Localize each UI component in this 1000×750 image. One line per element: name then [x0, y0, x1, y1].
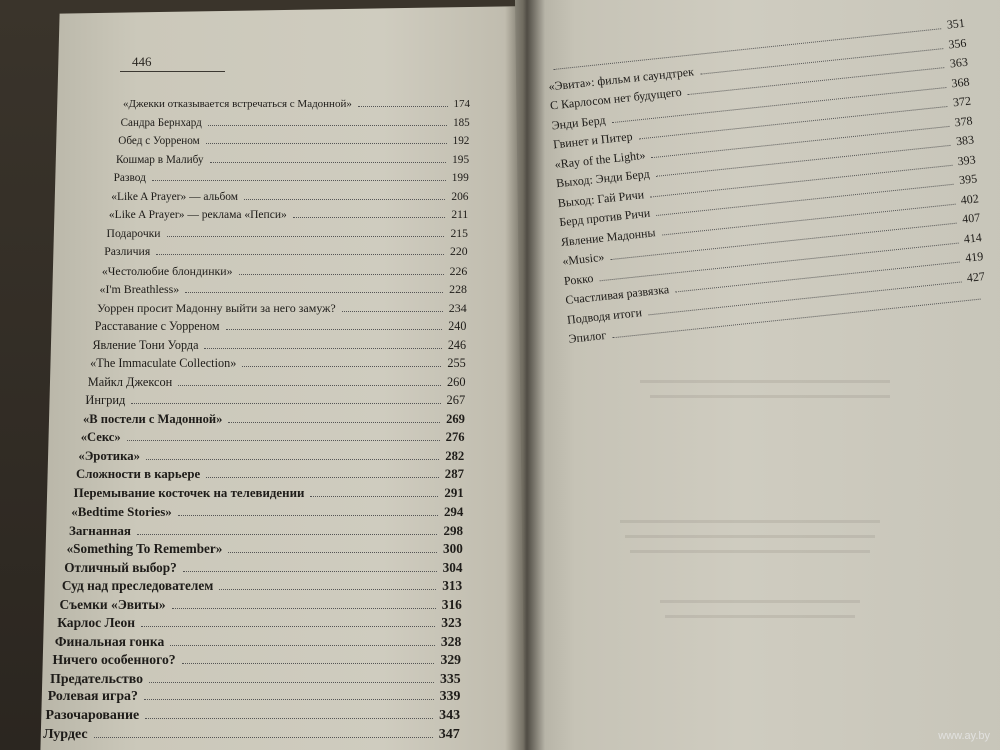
toc-leader-dots — [242, 357, 441, 367]
toc-leader-dots — [210, 153, 447, 163]
toc-leader-dots — [206, 134, 447, 144]
toc-entry-title: Разочарование — [45, 707, 140, 723]
toc-entry-title: Подводя итоги — [566, 304, 643, 327]
toc-entry — [43, 726, 460, 746]
toc-entry — [62, 578, 462, 598]
toc-entry-page: 174 — [453, 98, 470, 110]
toc-entry — [118, 134, 469, 154]
toc-entry-page: 300 — [443, 541, 463, 556]
toc-entry-page: 339 — [439, 689, 461, 704]
toc-entry-page: 368 — [950, 74, 971, 90]
toc-entry — [74, 486, 464, 506]
toc-leader-dots — [182, 654, 435, 664]
toc-leader-dots — [152, 171, 446, 181]
toc-entry-page: 335 — [440, 670, 461, 686]
toc-entry-title: «I'm Breathless» — [99, 282, 180, 296]
toc-leader-dots — [239, 265, 444, 275]
toc-entry — [102, 264, 467, 284]
toc-entry-page: 323 — [441, 615, 462, 630]
toc-leader-dots — [149, 673, 434, 683]
toc-entry-page: 185 — [453, 116, 470, 129]
toc-entry-page: 329 — [440, 652, 461, 667]
header-rule — [120, 71, 225, 72]
toc-entry-title: Выход: Энди Берд — [555, 166, 651, 191]
toc-entry-title: «Music» — [561, 249, 605, 269]
toc-entry-title: Обед с Уорреном — [118, 135, 200, 147]
toc-leader-dots — [167, 227, 445, 237]
toc-entry-page: 407 — [961, 210, 981, 227]
toc-entry — [78, 449, 464, 469]
book-gutter — [505, 0, 545, 750]
toc-entry — [57, 615, 461, 635]
toc-entry — [95, 319, 467, 339]
toc-leader-dots — [342, 302, 443, 312]
toc-entry-page: 287 — [444, 467, 464, 481]
toc-entry — [50, 671, 461, 691]
toc-leader-dots — [228, 413, 440, 423]
toc-entry-title: Сандра Бернхард — [120, 116, 202, 129]
toc-entry-page: 328 — [440, 633, 462, 649]
toc-entry-page: 276 — [445, 430, 465, 444]
toc-entry — [109, 208, 468, 228]
toc-entry — [76, 467, 464, 487]
toc-entry-title: Развод — [113, 172, 146, 184]
show-through-line — [620, 520, 880, 523]
toc-entry — [88, 375, 466, 395]
toc-entry — [64, 560, 462, 580]
toc-entry-page: 240 — [448, 319, 467, 333]
toc-entry — [48, 689, 461, 709]
toc-leader-dots — [185, 283, 443, 293]
toc-entry-page: 356 — [947, 35, 967, 52]
toc-entry-page: 269 — [446, 411, 465, 426]
toc-entry — [81, 430, 465, 450]
toc-entry-title: «Эротика» — [78, 448, 140, 463]
toc-entry — [100, 282, 468, 302]
toc-leader-dots — [94, 728, 433, 738]
toc-entry — [114, 171, 469, 191]
toc-entry-page: 395 — [958, 171, 978, 188]
toc-entry-title: Эпилог — [567, 327, 607, 346]
toc-entry — [107, 227, 468, 247]
toc-entry-title: Перемывание косточек на телевидении — [73, 485, 305, 500]
toc-entry-page: 419 — [964, 249, 984, 265]
toc-leader-dots — [293, 208, 446, 218]
toc-entry-page: 291 — [444, 485, 464, 500]
toc-leader-dots — [156, 245, 444, 255]
toc-leader-dots — [178, 506, 438, 516]
toc-entry — [69, 523, 463, 543]
toc-entry-title: Явление Тони Уорда — [92, 337, 199, 352]
toc-entry-title: С Карлосом нет будущего — [549, 84, 683, 113]
toc-entry-title: Счастливая развязка — [564, 282, 670, 307]
toc-entry-page: 267 — [446, 393, 466, 407]
toc-entry-page: 402 — [959, 190, 980, 207]
toc-entry-title: Ролевая игра? — [47, 689, 138, 704]
toc-entry-page: 393 — [956, 151, 977, 168]
right-toc — [540, 0, 1000, 346]
toc-entry-page: 343 — [439, 707, 461, 723]
toc-leader-dots — [141, 617, 435, 627]
toc-leader-dots — [228, 543, 437, 553]
toc-leader-dots — [172, 599, 436, 609]
toc-entry-page: 304 — [442, 559, 463, 575]
toc-entry-title: «Джекки отказывается встречаться с Мадонной» — [123, 98, 352, 110]
show-through-line — [640, 380, 890, 383]
toc-entry-page: 294 — [443, 504, 464, 519]
toc-entry-page: 215 — [450, 226, 468, 240]
toc-entry-title: Финальная гонка — [54, 633, 165, 649]
toc-entry-page: 228 — [449, 282, 467, 296]
toc-leader-dots — [226, 320, 443, 330]
toc-entry-title: «Like A Prayer» — реклама «Пепси» — [108, 209, 287, 221]
toc-entry-title: Предательство — [50, 670, 143, 686]
toc-leader-dots — [183, 562, 437, 572]
toc-entry — [111, 190, 468, 210]
toc-entry-title: Различия — [104, 245, 151, 258]
toc-entry-page: 414 — [963, 229, 983, 246]
toc-entry-title: Явление Мадонны — [560, 224, 657, 249]
toc-leader-dots — [131, 394, 440, 404]
show-through-line — [665, 615, 855, 618]
show-through-line — [625, 535, 875, 538]
toc-entry-page: 206 — [451, 190, 469, 203]
toc-entry-page: 211 — [451, 209, 469, 221]
toc-entry-page: 383 — [955, 132, 975, 149]
toc-entry — [85, 393, 465, 413]
toc-entry-page: 220 — [450, 245, 468, 258]
toc-entry-title: Уоррен просит Мадонну выйти за него замуж? — [97, 300, 336, 315]
watermark: www.ay.by — [938, 730, 990, 742]
toc-entry — [121, 116, 470, 136]
toc-entry — [97, 301, 467, 321]
toc-entry-title: Съемки «Эвиты» — [59, 596, 166, 612]
toc-leader-dots — [208, 116, 447, 126]
toc-entry-title: Выход: Гай Ричи — [557, 186, 645, 210]
toc-entry-title: Суд над преследователем — [61, 578, 214, 593]
toc-entry-page: 226 — [449, 263, 468, 278]
toc-entry-page: 282 — [445, 448, 465, 463]
toc-entry — [83, 412, 465, 432]
toc-entry-page: 363 — [949, 54, 969, 71]
toc-entry-page: 316 — [441, 596, 462, 612]
toc-entry-title: Берд против Ричи — [558, 205, 651, 230]
toc-leader-dots — [170, 636, 435, 646]
toc-entry-title: Рокко — [563, 270, 594, 288]
toc-entry — [92, 338, 466, 358]
toc-entry-title: Гвинет и Питер — [552, 129, 634, 152]
toc-entry — [60, 597, 462, 617]
toc-entry-title: Кошмар в Малибу — [115, 153, 204, 166]
toc-leader-dots — [358, 97, 448, 107]
toc-entry-title: Ничего особенного? — [52, 652, 176, 667]
toc-entry-title: Ингрид — [85, 393, 126, 407]
toc-entry-page: 427 — [966, 268, 986, 285]
toc-entry-title: Карлос Леон — [57, 615, 135, 630]
toc-entry — [53, 652, 462, 672]
toc-leader-dots — [219, 580, 436, 590]
toc-leader-dots — [178, 376, 441, 386]
toc-entry-title: «Честолюбие блондинки» — [101, 263, 233, 278]
toc-entry-page: 192 — [452, 135, 470, 147]
show-through-line — [630, 550, 870, 553]
toc-entry-title: Сложности в карьере — [76, 467, 201, 481]
toc-entry-page: 313 — [442, 578, 463, 593]
toc-entry-title: «Секс» — [80, 430, 121, 444]
toc-entry-title: Загнанная — [68, 522, 132, 538]
toc-leader-dots — [127, 431, 440, 441]
toc-entry — [55, 634, 461, 654]
toc-leader-dots — [206, 468, 439, 478]
toc-leader-dots — [145, 709, 433, 719]
toc-entry-page: 347 — [438, 726, 460, 742]
toc-leader-dots — [144, 690, 434, 700]
toc-entry — [123, 97, 470, 117]
toc-entry-title: Лурдес — [43, 726, 88, 742]
toc-leader-dots — [146, 450, 439, 460]
toc-entry-title: Подарочки — [106, 226, 161, 240]
toc-entry-page: 298 — [443, 522, 464, 538]
toc-entry-title: Энди Берд — [550, 112, 607, 132]
toc-entry — [71, 504, 463, 524]
toc-entry-title: «Bedtime Stories» — [71, 504, 172, 519]
toc-entry-page: 234 — [448, 300, 467, 315]
toc-leader-dots — [137, 525, 437, 535]
toc-entry-page: 255 — [447, 356, 466, 370]
toc-entry-page: 199 — [451, 172, 469, 184]
show-through-line — [660, 600, 860, 603]
toc-entry — [116, 153, 469, 173]
toc-entry-page: 378 — [953, 112, 974, 129]
toc-entry-page: 351 — [946, 15, 966, 32]
toc-entry-page: 260 — [446, 374, 466, 389]
page-number: 446 — [132, 54, 152, 69]
toc-entry-page: 246 — [447, 337, 467, 352]
toc-entry-page: 195 — [452, 153, 470, 166]
toc-entry-title: «Ray of the Light» — [553, 147, 646, 171]
toc-entry — [67, 541, 463, 561]
toc-leader-dots — [204, 339, 441, 349]
toc-entry — [45, 708, 460, 728]
toc-entry-title: «Something To Remember» — [66, 541, 223, 556]
toc-entry-page: 372 — [952, 93, 972, 110]
toc-leader-dots — [244, 190, 445, 200]
toc-entry-title: Расставание с Уорреном — [94, 319, 220, 333]
toc-entry-title: «Like A Prayer» — альбом — [111, 190, 239, 203]
toc-leader-dots — [310, 487, 438, 497]
toc-entry — [104, 245, 467, 265]
toc-entry-title: Отличный выбор? — [64, 559, 177, 575]
toc-entry-title: Майкл Джексон — [87, 374, 173, 389]
toc-entry-title: «The Immaculate Collection» — [90, 356, 237, 370]
toc-entry-title: «Эвита»: фильм и саундтрек — [547, 63, 695, 94]
toc-entry-title: «В постели с Мадонной» — [83, 411, 223, 426]
toc-entry — [90, 356, 466, 376]
show-through-line — [650, 395, 890, 398]
